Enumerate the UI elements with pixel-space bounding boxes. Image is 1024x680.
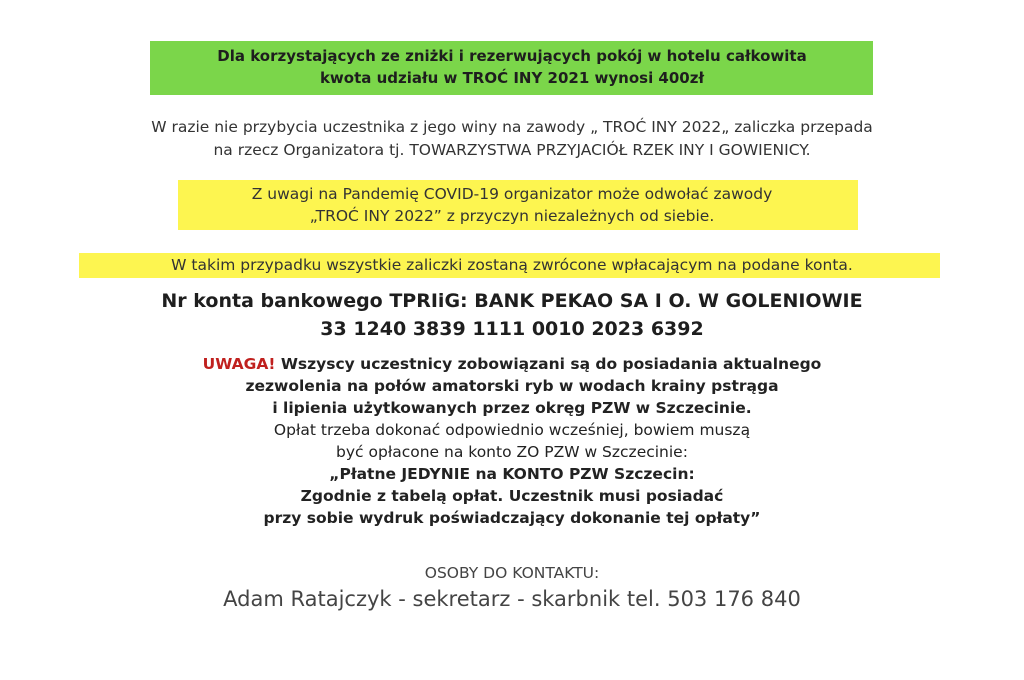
warning-line-3: i lipienia użytkowanych przez okręg PZW w Szczecinie.: [272, 399, 752, 417]
warning-line-5: być opłacone na konto ZO PZW w Szczecinie:: [336, 443, 688, 461]
warning-line-6: „Płatne JEDYNIE na KONTO PZW Szczecin:: [329, 465, 695, 483]
forfeit-line-1: W razie nie przybycia uczestnika z jego winy na zawody „ TROĆ INY 2022„ zaliczka przepada: [151, 118, 873, 136]
warning-label: UWAGA!: [202, 355, 276, 373]
hotel-discount-note: [0, 45, 1024, 89]
warning-line-4: Opłat trzeba dokonać odpowiednio wcześniej, bowiem muszą: [273, 421, 751, 439]
warning-note: [0, 353, 1024, 529]
pandemic-line-1: Z uwagi na Pandemię COVID-19 organizator może odwołać zawody: [251, 185, 773, 203]
contact-person-text: Adam Ratajczyk - sekretarz - skarbnik tel. 503 176 840: [223, 587, 801, 611]
refund-line: W takim przypadku wszystkie zaliczki zostaną zwrócone wpłacającym na podane konta.: [171, 256, 853, 274]
refund-note: [0, 254, 1024, 276]
contact-heading: [0, 562, 1024, 584]
bank-account-name: Nr konta bankowego TPRIiG: BANK PEKAO SA I O. W GOLENIOWIE: [161, 290, 863, 312]
pandemic-line-2: „TROĆ INY 2022” z przyczyn niezależnych od siebie.: [309, 207, 715, 225]
forfeit-note: [0, 116, 1024, 162]
warning-line-1: [0, 353, 1024, 375]
forfeit-line-2: na rzecz Organizatora tj. TOWARZYSTWA PRZYJACIÓŁ RZEK INY I GOWIENICY.: [213, 141, 811, 159]
bank-account-number: 33 1240 3839 1111 0010 2023 6392: [320, 318, 704, 340]
warning-line-1-text: Wszyscy uczestnicy zobowiązani są do posiadania aktualnego: [275, 355, 822, 373]
bank-account: [0, 287, 1024, 343]
contact-heading-text: OSOBY DO KONTAKTU:: [424, 564, 600, 582]
contact-person: [0, 585, 1024, 613]
hotel-discount-line-2: kwota udziału w TROĆ INY 2021 wynosi 400zł: [319, 69, 705, 87]
hotel-discount-line-1: Dla korzystających ze zniżki i rezerwujących pokój w hotelu całkowita: [217, 47, 807, 65]
warning-line-8: przy sobie wydruk poświadczający dokonanie tej opłaty”: [263, 509, 761, 527]
warning-line-2: zezwolenia na połów amatorski ryb w wodach krainy pstrąga: [245, 377, 779, 395]
pandemic-note: [0, 183, 1024, 227]
warning-line-7: Zgodnie z tabelą opłat. Uczestnik musi posiadać: [300, 487, 724, 505]
